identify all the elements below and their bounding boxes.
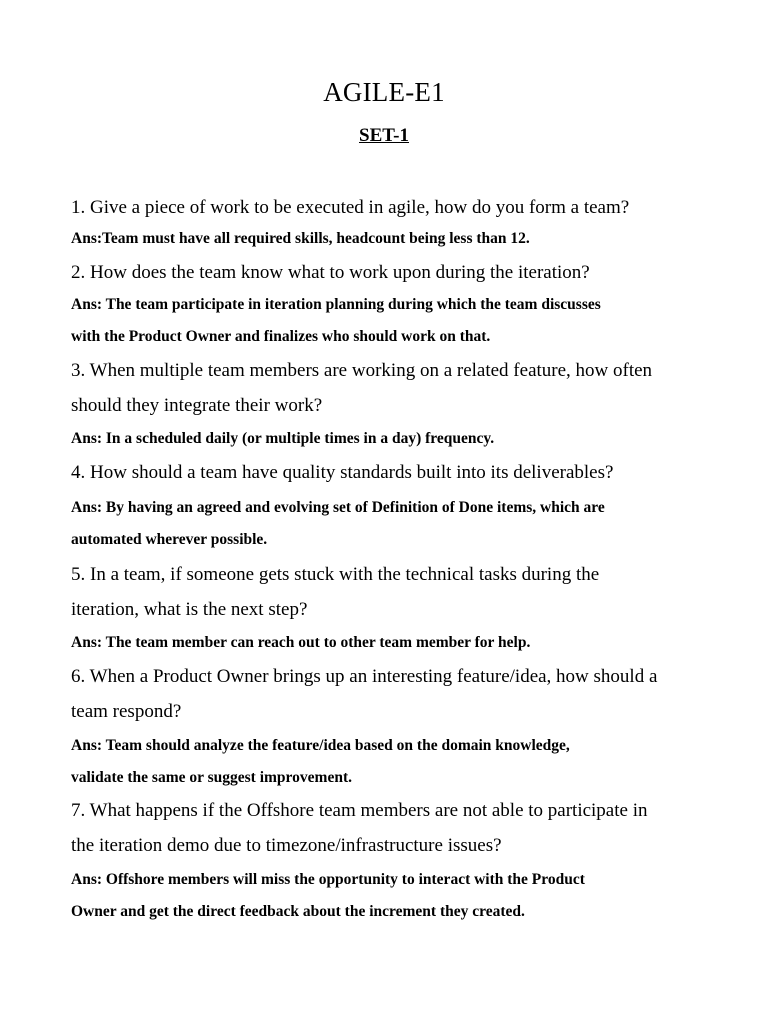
- answer-line: Ans: The team participate in iteration planning during which the team discusses: [71, 296, 601, 313]
- question-4: [71, 455, 711, 490]
- question-line: 5. In a team, if someone gets stuck with the technical tasks during the: [71, 564, 600, 585]
- answer-line: Ans: Offshore members will miss the opportunity to interact with the Product: [71, 871, 585, 888]
- question-line: 7. What happens if the Offshore team members are not able to participate in: [71, 800, 648, 821]
- question-line: the iteration demo due to timezone/infrastructure issues?: [71, 835, 502, 856]
- question-2: [71, 255, 711, 290]
- question-line: iteration, what is the next step?: [71, 599, 308, 620]
- set-subtitle: SET-1: [359, 125, 409, 146]
- answer-line: validate the same or suggest improvement.: [71, 769, 352, 786]
- answer-line: automated wherever possible.: [71, 531, 268, 548]
- question-1: [71, 190, 711, 225]
- answer-line: with the Product Owner and finalizes who should work on that.: [71, 328, 491, 345]
- question-line: 4. How should a team have quality standards built into its deliverables?: [71, 462, 614, 483]
- answer-line: Ans: The team member can reach out to other team member for help.: [71, 634, 531, 651]
- answer-6: [71, 730, 711, 794]
- answer-line: Ans: By having an agreed and evolving set of Definition of Done items, which are: [71, 499, 605, 516]
- answer-1: [71, 223, 711, 255]
- answer-5: [71, 627, 711, 659]
- question-line: 1. Give a piece of work to be executed in agile, how do you form a team?: [71, 197, 630, 218]
- question-line: 6. When a Product Owner brings up an interesting feature/idea, how should a: [71, 666, 658, 687]
- question-3: [71, 353, 711, 423]
- question-6: [71, 659, 711, 729]
- answer-2: [71, 289, 711, 353]
- question-line: should they integrate their work?: [71, 395, 323, 416]
- question-line: 3. When multiple team members are working on a related feature, how often: [71, 360, 653, 381]
- answer-3: [71, 423, 711, 455]
- answer-line: Owner and get the direct feedback about the increment they created.: [71, 903, 525, 920]
- question-line: 2. How does the team know what to work upon during the iteration?: [71, 262, 590, 283]
- page-title: AGILE-E1: [323, 77, 445, 107]
- answer-4: [71, 492, 711, 556]
- question-line: team respond?: [71, 701, 182, 722]
- answer-line: Ans: In a scheduled daily (or multiple times in a day) frequency.: [71, 430, 495, 447]
- answer-line: Ans: Team should analyze the feature/idea based on the domain knowledge,: [71, 737, 570, 754]
- answer-line: Ans:Team must have all required skills, headcount being less than 12.: [71, 230, 530, 247]
- answer-7: [71, 864, 711, 928]
- question-7: [71, 793, 711, 863]
- question-5: [71, 557, 711, 627]
